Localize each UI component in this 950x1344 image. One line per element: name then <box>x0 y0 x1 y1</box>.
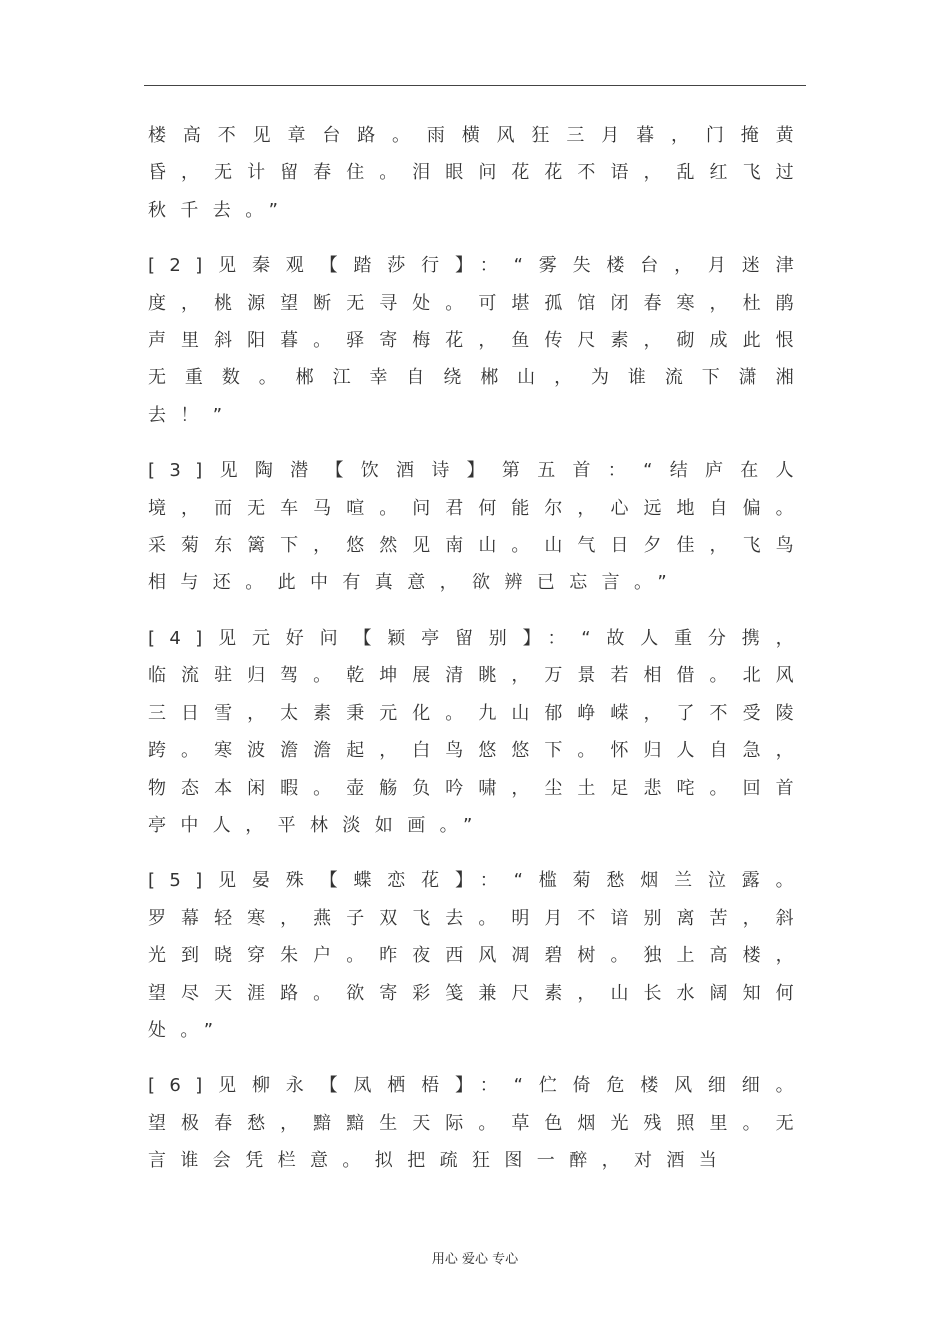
footnote-4: [4]见元好问【颖亭留别】：“故人重分携，临流驻归驾。乾坤展清眺，万景若相借。北风三日雪，太素秉元化。九山郁峥嵘，了不受陵跨。寒波澹澹起，白鸟悠悠下。怀归人自急，物态本闲暇。壶觞负吟啸，尘土足悲咤。回首亭中人，平林淡如画。” <box>148 627 808 836</box>
footnote-6: [6]见柳永【凤栖梧】：“伫倚危楼风细细。望极春愁，黯黯生天际。草色烟光残照里。无言谁会凭栏意。拟把疏狂图一醉，对酒当 <box>148 1075 808 1172</box>
paragraph-continuation: 楼高不见章台路。雨横风狂三月暮，门掩黄昏，无计留春住。泪眼问花花不语，乱红飞过秋千去。” <box>148 125 808 221</box>
footnote-5: [5]见晏殊【蝶恋花】：“槛菊愁烟兰泣露。罗幕轻寒，燕子双飞去。明月不谙别离苦，斜光到晓穿朱户。昨夜西风凋碧树。独上高楼，望尽天涯路。欲寄彩笺兼尺素，山长水阔知何处。” <box>148 870 808 1041</box>
header-rule <box>144 85 806 86</box>
footnote-2: [2]见秦观【踏莎行】：“雾失楼台，月迷津度，桃源望断无寻处。可堪孤馆闭春寒，杜鹃声里斜阳暮。驿寄梅花，鱼传尺素，砌成此恨无重数。郴江幸自绕郴山，为谁流下潇湘去！” <box>148 255 808 426</box>
body-text <box>148 117 808 1198</box>
footnote-3: [3]见陶潜【饮酒诗】第五首：“结庐在人境，而无车马喧。问君何能尔，心远地自偏。采菊东篱下，悠然见南山。山气日夕佳，飞鸟相与还。此中有真意，欲辨已忘言。” <box>148 460 808 594</box>
page-footer: 用心 爱心 专心 <box>431 1252 519 1267</box>
